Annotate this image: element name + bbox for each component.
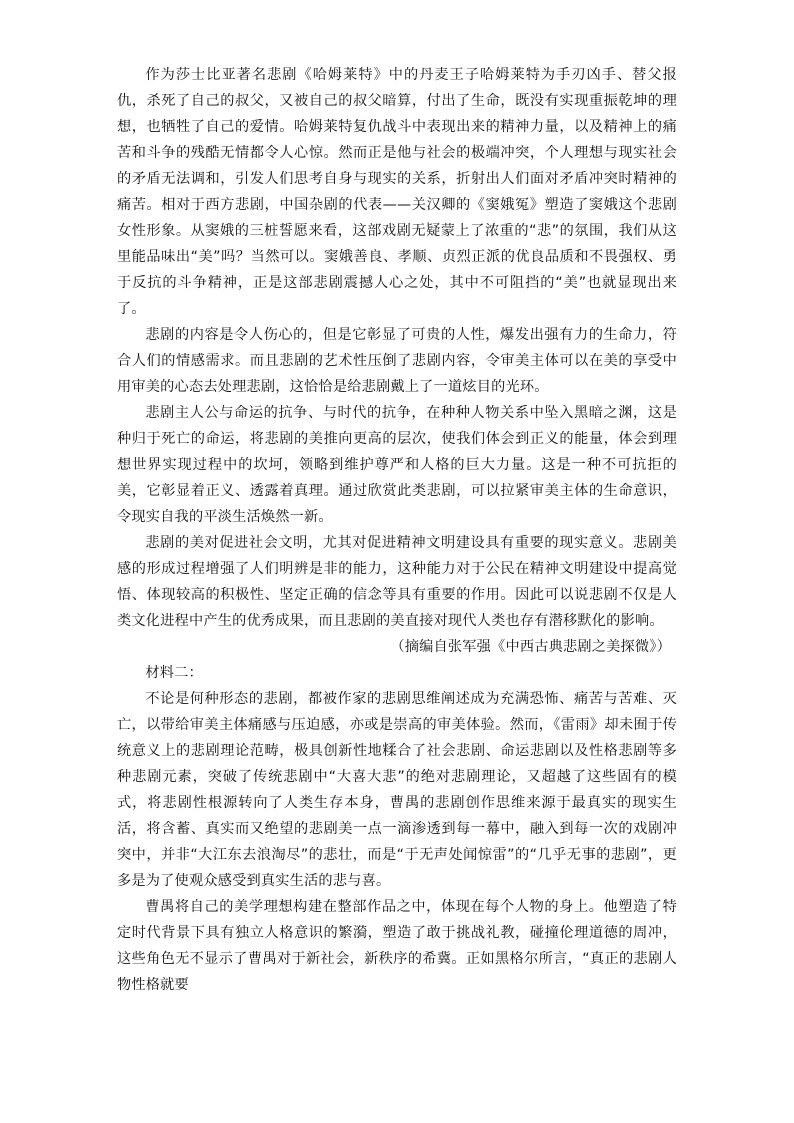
document-page [117,62,677,998]
source-citation: （摘编自张军强《中西古典悲剧之美探微》） [390,639,671,655]
material2-paragraph-2: 曹禺将自己的美学理想构建在整部作品之中，体现在每个人物的身上。他塑造了特定时代背景下具有独立人格意识的繁漪，塑造了敢于挑战礼教，碰撞伦理道德的周冲，这些角色无不显示了曹禺对于新社会，新秩序的希冀。正如黑格尔所言，“真正的悲剧人物性格就要 [117,899,677,993]
material2-paragraph-1: 不论是何种形态的悲剧，都被作家的悲剧思维阐述成为充满恐怖、痛苦与苦难、灭亡，以带给审美主体痛感与压迫感，亦或是崇高的审美体验。然而，《雷雨》却未囿于传统意义上的悲剧理论范畴，极具创新性地糅合了社会悲剧、命运悲剧以及性格悲剧等多种悲剧元素，突破了传统悲剧中“大喜大悲”的绝对悲剧理论，又超越了这些固有的模式，将悲剧性根源转向了人类生存本身，曹禺的悲剧创作思维来源于最真实的现实生活，将含蓄、真实而又绝望的悲剧美一点一滴渗透到每一幕中，融入到每一次的戏剧冲突中，并非“大江东去浪淘尽”的悲壮，而是“于无声处闻惊雷”的“几乎无事的悲剧”，更多是为了使观众感受到真实生活的悲与喜。 [117,691,677,889]
material1-paragraph-2: 悲剧的内容是令人伤心的，但是它彰显了可贵的人性，爆发出强有力的生命力，符合人们的情感需求。而且悲剧的艺术性压倒了悲剧内容，令审美主体可以在美的享受中用审美的心态去处理悲剧，这恰恰是给悲剧戴上了一道炫目的光环。 [117,327,677,395]
material1-paragraph-4: 悲剧的美对促进社会文明，尤其对促进精神文明建设具有重要的现实意义。悲剧美感的形成过程增强了人们明辨是非的能力，这种能力对于公民在精神文明建设中提高觉悟、体现较高的积极性、坚定正确的信念等具有重要的作用。因此可以说悲剧不仅是人类文化进程中产生的优秀成果，而且悲剧的美直接对现代人类也存有潜移默化的影响。 [117,535,677,629]
material1-paragraph-1: 作为莎士比亚著名悲剧《哈姆莱特》中的丹麦王子哈姆莱特为手刃凶手、替父报仇，杀死了自己的叔父，又被自己的叔父暗算，付出了生命，既没有实现重振乾坤的理想，也牺牲了自己的爱情。哈姆莱特复仇战斗中表现出来的精神力量，以及精神上的痛苦和斗争的残酷无情都令人心惊。然而正是他与社会的极端冲突，个人理想与现实社会的矛盾无法调和，引发人们思考自身与现实的关系，折射出人们面对矛盾冲突时精神的痛苦。相对于西方悲剧，中国杂剧的代表——关汉卿的《窦娥冤》塑造了窦娥这个悲剧女性形象。从窦娥的三桩誓愿来看，这部戏剧无疑蒙上了浓重的“悲”的氛围，我们从这里能品味出“美”吗？当然可以。窦娥善良、孝顺、贞烈正派的优良品质和不畏强权、勇于反抗的斗争精神，正是这部悲剧震撼人心之处，其中不可阻挡的“美”也就显现出来了。 [117,67,677,317]
material2-heading: 材料二： [145,665,203,681]
material1-paragraph-3: 悲剧主人公与命运的抗争、与时代的抗争，在种种人物关系中坠入黑暗之渊，这是种归于死亡的命运，将悲剧的美推向更高的层次，使我们体会到正义的能量，体会到理想世界实现过程中的坎坷，领略到维护尊严和人格的巨大力量。这是一种不可抗拒的美，它彰显着正义、透露着真理。通过欣赏此类悲剧，可以拉紧审美主体的生命意识，令现实自我的平淡生活焕然一新。 [117,405,677,525]
